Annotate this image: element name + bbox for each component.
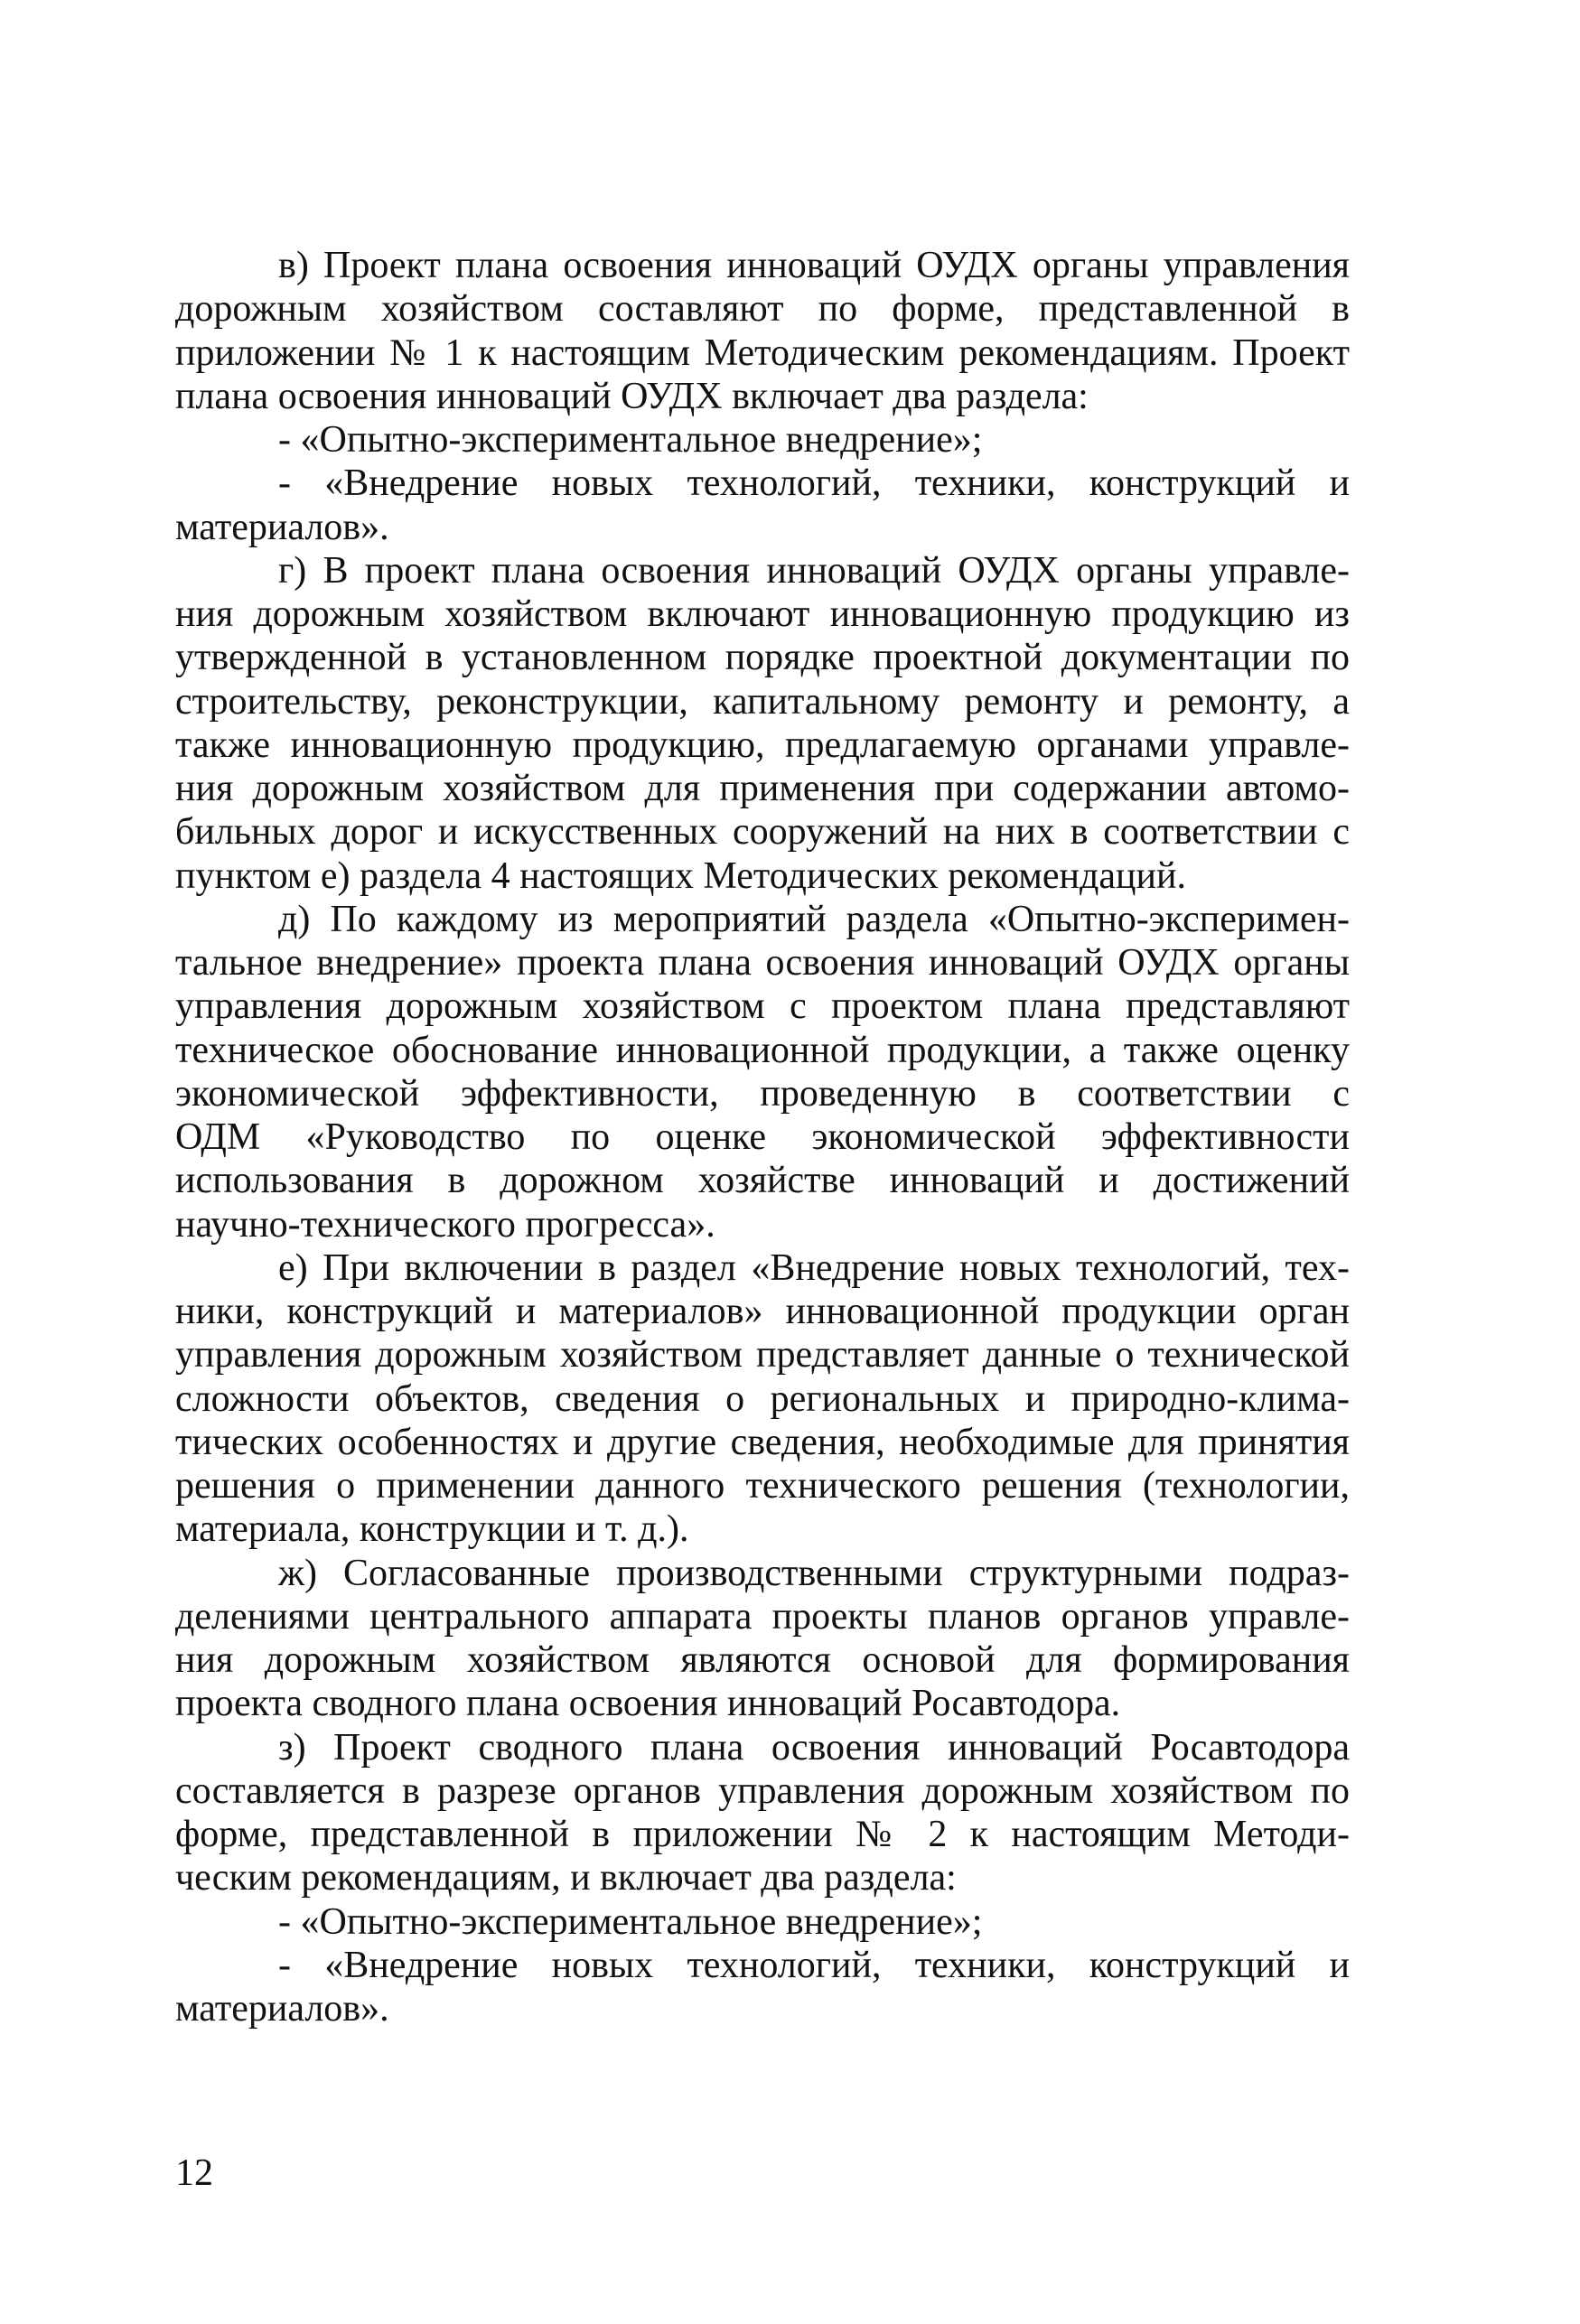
text-line: е) При включении в раздел «Внедрение новых технологий, тех- bbox=[278, 1246, 1350, 1289]
paragraph-g bbox=[175, 549, 1350, 898]
text-line: делениями центрального аппарата проекты планов органов управле- bbox=[175, 1595, 1350, 1638]
text-line: ния дорожным хозяйством являются основой для формирования bbox=[175, 1639, 1350, 1681]
text-line: экономической эффективности, проведенную в соответствии с bbox=[175, 1072, 1350, 1115]
text-line: дорожным хозяйством составляют по форме, представленной в bbox=[175, 288, 1350, 331]
text-line: форме, представленной в приложении № 2 к настоящим Методи- bbox=[175, 1814, 1350, 1855]
paragraph-z bbox=[175, 1726, 1350, 1900]
text-line: г) В проект плана освоения инноваций ОУДХ органы управле- bbox=[278, 549, 1350, 592]
paragraph-zh bbox=[175, 1552, 1350, 1726]
text-line: з) Проект сводного плана освоения инноваций Росавтодора bbox=[278, 1726, 1350, 1769]
text-line: бильных дорог и искусственных сооружений на них в соответствии с bbox=[175, 811, 1350, 854]
text-line: тальное внедрение» проекта плана освоения инноваций ОУДХ органы bbox=[175, 942, 1350, 984]
text-line: ческим рекомендациям, и включает два раздела: bbox=[175, 1857, 957, 1899]
text-line: решения о применении данного технического решения (технологии, bbox=[175, 1465, 1350, 1507]
text-line: ж) Согласованные производственными структурными подраз- bbox=[278, 1552, 1350, 1594]
text-line: материала, конструкции и т. д.). bbox=[175, 1508, 689, 1551]
text-line: - «Опытно-экспериментальное внедрение»; bbox=[278, 419, 983, 461]
text-line: - «Внедрение новых технологий, техники, конструкций и bbox=[278, 1944, 1350, 1986]
page-number: 12 bbox=[175, 2152, 213, 2194]
text-line: использования в дорожном хозяйстве инноваций и достижений bbox=[175, 1160, 1350, 1202]
text-line: утвержденной в установленном порядке проектной документации по bbox=[175, 637, 1350, 679]
text-line: управления дорожным хозяйством с проектом плана представляют bbox=[175, 985, 1350, 1028]
text-line: - «Внедрение новых технологий, техники, конструкций и bbox=[278, 462, 1350, 505]
text-line: - «Опытно-экспериментальное внедрение»; bbox=[278, 1900, 983, 1943]
text-line: ния дорожным хозяйством включают инновационную продукцию из bbox=[175, 593, 1350, 635]
text-line: проекта сводного плана освоения инноваций Росавтодора. bbox=[175, 1683, 1121, 1725]
document-page bbox=[175, 244, 1350, 2030]
text-line: строительству, реконструкции, капитальному ремонту и ремонту, а bbox=[175, 680, 1350, 723]
text-line: в) Проект плана освоения инноваций ОУДХ органы управления bbox=[278, 245, 1350, 286]
list-item bbox=[175, 1900, 1350, 1944]
text-line: материалов». bbox=[175, 506, 389, 548]
text-line: приложении № 1 к настоящим Методическим рекомендациям. Проект bbox=[175, 331, 1350, 374]
text-line: сложности объектов, сведения о региональных и природно-клима- bbox=[175, 1377, 1350, 1420]
list-item bbox=[175, 462, 1350, 549]
list-item bbox=[175, 418, 1350, 462]
text-line: техническое обоснование инновационной продукции, а также оценку bbox=[175, 1029, 1350, 1071]
text-line: плана освоения инноваций ОУДХ включает два раздела: bbox=[175, 375, 1089, 417]
text-line: пунктом е) раздела 4 настоящих Методических рекомендаций. bbox=[175, 854, 1186, 897]
text-line: также инновационную продукцию, предлагаемую органами управле- bbox=[175, 723, 1350, 766]
text-line: ники, конструкций и материалов» инновационной продукции орган bbox=[175, 1291, 1350, 1332]
paragraph-v bbox=[175, 244, 1350, 418]
list-item bbox=[175, 1944, 1350, 2031]
text-line: д) По каждому из мероприятий раздела «Опытно-эксперимен- bbox=[278, 898, 1350, 940]
text-line: тических особенностях и другие сведения, необходимые для принятия bbox=[175, 1421, 1350, 1463]
paragraph-d bbox=[175, 898, 1350, 1246]
text-line: ОДМ «Руководство по оценке экономической эффективности bbox=[175, 1116, 1350, 1158]
text-line: научно-технического прогресса». bbox=[175, 1203, 715, 1246]
text-line: материалов». bbox=[175, 1988, 389, 2030]
text-line: ния дорожным хозяйством для применения при содержании автомо- bbox=[175, 768, 1350, 809]
text-line: составляется в разрезе органов управления дорожным хозяйством по bbox=[175, 1769, 1350, 1812]
paragraph-e bbox=[175, 1246, 1350, 1552]
text-line: управления дорожным хозяйством представляет данные о технической bbox=[175, 1334, 1350, 1377]
